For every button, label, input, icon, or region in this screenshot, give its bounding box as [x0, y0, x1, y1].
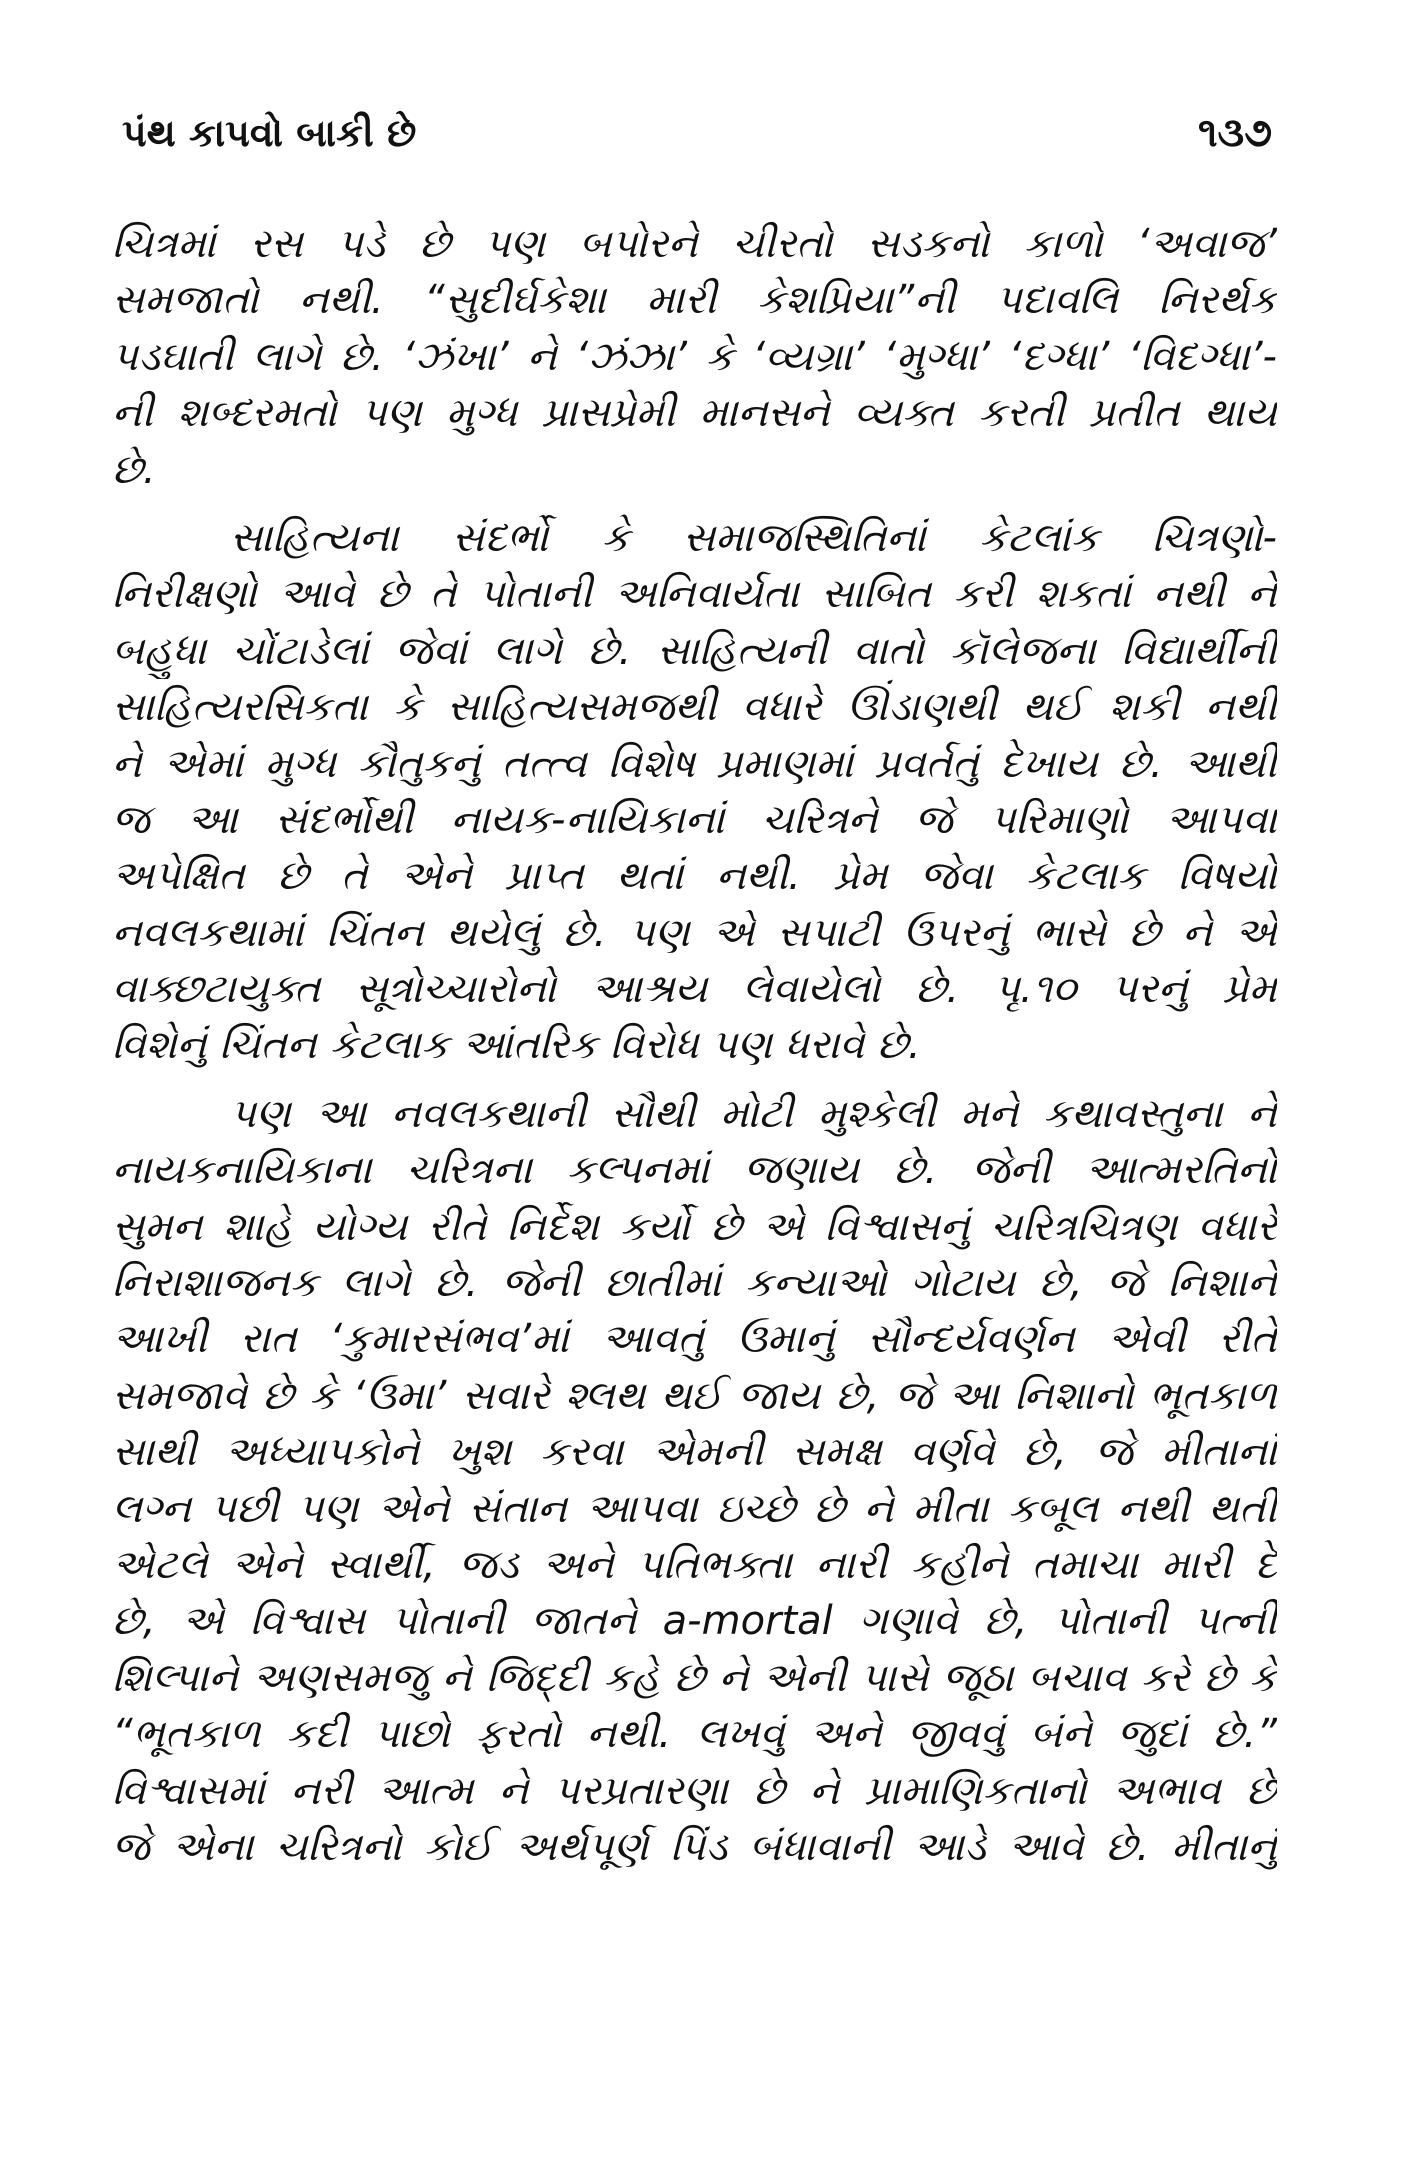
page-number: ૧૩૭ — [1197, 110, 1272, 156]
text-line: આખી રાત ‘કુમારસંભવ’માં આવતું ઉમાનું સૌન્દર્યવર્ણન એવી રીતે — [112, 1316, 1277, 1363]
text-line: વાક્છટાયુક્ત સૂત્રોચ્ચારોનો આશ્રય લેવાયેલો છે. પૃ.૧૦ પરનું પ્રેમ — [112, 966, 1277, 1013]
text-line: સમજાવે છે કે ‘ઉમા’ સવારે શ્લથ થઈ જાય છે, જે આ નિશાનો ભૂતકાળ — [112, 1372, 1277, 1419]
body-text — [112, 216, 1277, 1887]
text-line: વિશેનું ચિંતન કેટલાક આંતરિક વિરોધ પણ ધરાવે છે. — [112, 1022, 921, 1069]
text-line: સુમન શાહે યોગ્ય રીતે નિર્દેશ કર્યો છે એ વિશ્વાસનું ચરિત્રચિત્રણ વધારે — [112, 1203, 1277, 1250]
running-header — [122, 108, 1272, 168]
text-line: ની શબ્દરમતો પણ મુગ્ધ પ્રાસપ્રેમી માનસને વ્યક્ત કરતી પ્રતીત થાય — [112, 390, 1277, 437]
text-line: નિરીક્ષણો આવે છે તે પોતાની અનિવાર્યતા સાબિત કરી શકતાં નથી ને — [112, 571, 1277, 618]
text-line: પડઘાતી લાગે છે. ‘ઝંખા’ ને ‘ઝંઝા’ કે ‘વ્યગ્રા’ ‘મુગ્ધા’ ‘દગ્ધા’ ‘વિદગ્ધા’- — [112, 333, 1277, 380]
text-line: નિરાશાજનક લાગે છે. જેની છાતીમાં કન્યાઓ ગોટાય છે, જે નિશાને — [112, 1260, 1277, 1307]
text-line: સાહિત્યરસિકતા કે સાહિત્યસમજથી વધારે ઊંડાણથી થઈ શકી નથી — [112, 684, 1277, 731]
text-line: બહુધા ચોંટાડેલાં જેવાં લાગે છે. સાહિત્યની વાતો કૉલેજના વિદ્યાર્થીની — [112, 627, 1277, 674]
paragraph-3 — [112, 1086, 1277, 1875]
text-line: ને એમાં મુગ્ધ કૌતુકનું તત્ત્વ વિશેષ પ્રમાણમાં પ્રવર્તતું દેખાય છે. આથી — [112, 740, 1277, 787]
text-line: નાયકનાયિકાના ચરિત્રના કલ્પનમાં જણાય છે. જેની આત્મરતિનો — [112, 1147, 1277, 1194]
paragraph-2 — [112, 510, 1277, 1074]
text-line: સાહિત્યના સંદર્ભો કે સમાજસ્થિતિનાં કેટલાંક ચિત્રણો- — [230, 514, 1277, 561]
text-line: નવલકથામાં ચિંતન થયેલું છે. પણ એ સપાટી ઉપરનું ભાસે છે ને એ — [112, 909, 1277, 956]
text-line: અપેક્ષિત છે તે એને પ્રાપ્ત થતાં નથી. પ્રેમ જેવા કેટલાક વિષયો — [112, 853, 1277, 900]
text-line: પણ આ નવલકથાની સૌથી મોટી મુશ્કેલી મને કથાવસ્તુના ને — [230, 1090, 1277, 1137]
text-line: સાથી અધ્યાપકોને ખુશ કરવા એમની સમક્ષ વર્ણવે છે, જે મીતાનાં — [112, 1429, 1277, 1476]
text-line: એટલે એને સ્વાર્થી, જડ અને પતિભક્તા નારી કહીને તમાચા મારી દે — [112, 1541, 1277, 1588]
text-line: લગ્ન પછી પણ એને સંતાન આપવા ઇચ્છે છે ને મીતા કબૂલ નથી થતી — [112, 1485, 1277, 1532]
text-line: છે, એ વિશ્વાસ પોતાની જાતને a-mortal ગણાવે છે, પોતાની પત્ની — [112, 1598, 1277, 1645]
text-line: ચિત્રમાં રસ પડે છે પણ બપોરને ચીરતો સડકનો કાળો ‘અવાજ’ — [112, 221, 1277, 267]
text-line: વિશ્વાસમાં નરી આત્મ ને પરપ્રતારણા છે ને પ્રામાણિકતાનો અભાવ છે — [112, 1767, 1277, 1814]
text-line: જે એના ચરિત્રનો કોઈ અર્થપૂર્ણ પિંડ બંધાવાની આડે આવે છે. મીતાનું — [112, 1823, 1277, 1870]
paragraph-1 — [112, 216, 1277, 498]
text-line: છે. — [112, 446, 156, 493]
running-title: પંથ કાપવો બાકી છે — [122, 111, 417, 155]
text-line: જ આ સંદર્ભોથી નાયક-નાયિકાનાં ચરિત્રને જે પરિમાણો આપવા — [112, 796, 1277, 843]
text-line: શિલ્પાને અણસમજુ ને જિદ્દી કહે છે ને એની પાસે જૂઠા બચાવ કરે છે કે — [112, 1654, 1277, 1701]
text-line: સમજાતો નથી. “સુદીર્ઘકેશા મારી કેશપ્રિયા”ની પદાવલિ નિરર્થક — [112, 277, 1277, 324]
text-line: “ભૂતકાળ કદી પાછો ફરતો નથી. લખવું અને જીવવું બંને જુદાં છે.” — [112, 1711, 1277, 1758]
